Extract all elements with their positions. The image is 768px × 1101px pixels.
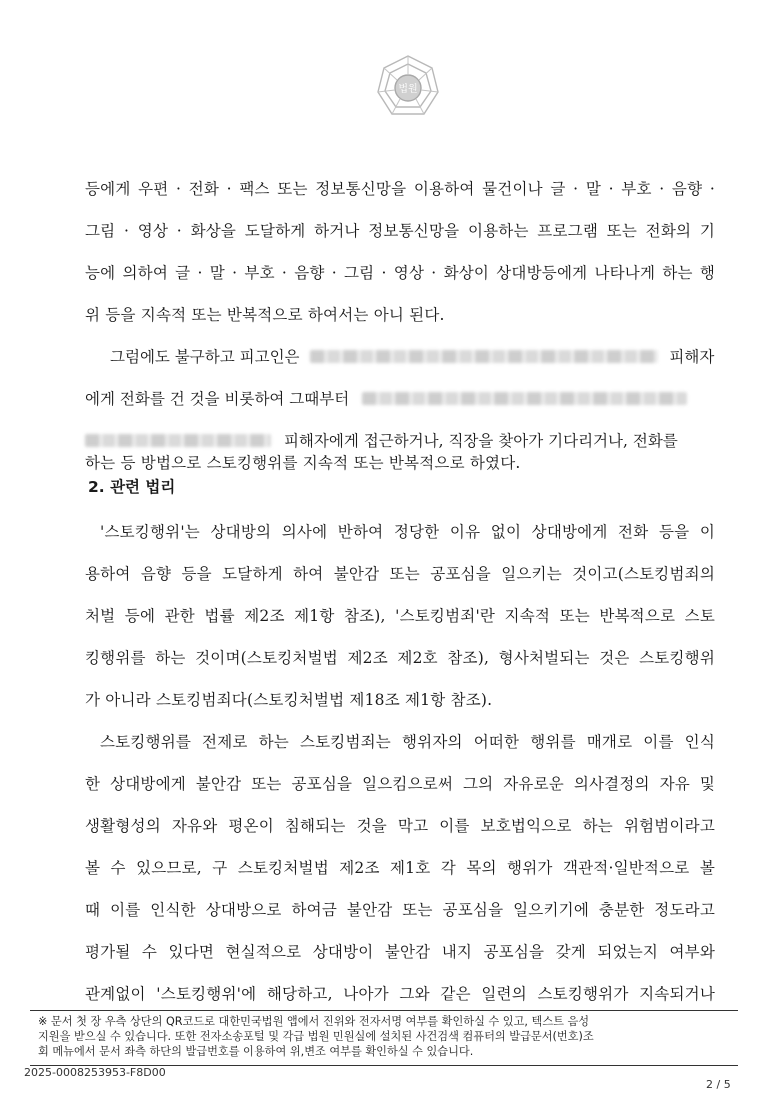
- text-line: 능에 의하여 글 · 말 · 부호 · 음향 · 그림 · 영상 · 화상이 상대방등에게 나타나게 하는 행: [85, 264, 715, 282]
- issue-number: 2025-0008253953-F8D00: [24, 1066, 166, 1079]
- verification-notice: [30, 1010, 738, 1066]
- text-line: 스토킹행위를 전제로 하는 스토킹범죄는 행위자의 어떠한 행위를 매개로 이를 인식: [100, 733, 715, 751]
- text-line: 평가될 수 있다면 현실적으로 상대방이 불안감 내지 공포심을 갖게 되었는지 여부와: [85, 943, 715, 961]
- text-line: 볼 수 있으므로, 구 스토킹처벌법 제2조 제1호 각 목의 행위가 객관적·일반적으로 볼: [85, 859, 715, 877]
- text-line: [110, 346, 714, 368]
- redaction-blur: [85, 434, 271, 447]
- text-line: 용하여 음향 등을 도달하게 하여 불안감 또는 공포심을 일으키는 것이고(스토킹범죄의: [85, 565, 715, 583]
- text-line: 등에게 우편 · 전화 · 팩스 또는 정보통신망을 이용하여 물건이나 글 · 말 · 부호 · 음향 ·: [85, 180, 715, 198]
- text-segment: 에게 전화를 건 것을 비롯하여 그때부터: [85, 390, 350, 408]
- notice-line: 지원을 받으실 수 있습니다. 또한 전자소송포털 및 각급 법원 민원실에 설치된 사건검색 컴퓨터의 발급문서(번호)조: [38, 1030, 594, 1043]
- text-line: 가 아니라 스토킹범죄다(스토킹처벌법 제18조 제1항 참조).: [85, 691, 493, 709]
- notice-line: 회 메뉴에서 문서 좌측 하단의 발급번호를 이용하여 위,변조 여부를 확인하실 수 있습니다.: [38, 1045, 474, 1058]
- text-segment: 피해자: [669, 348, 715, 366]
- text-line: [85, 430, 678, 452]
- text-segment: 그럼에도 불구하고 피고인은: [110, 348, 300, 366]
- text-line: 처벌 등에 관한 법률 제2조 제1항 참조), '스토킹범죄'란 지속적 또는 반복적으로 스토: [85, 607, 715, 625]
- text-line: [85, 388, 687, 410]
- text-line: '스토킹행위'는 상대방의 의사에 반하여 정당한 이유 없이 상대방에게 전화 등을 이: [100, 523, 715, 541]
- notice-line: ※ 문서 첫 장 우측 상단의 QR코드로 대한민국법원 앱에서 진위와 전자서명 여부를 확인하실 수 있고, 텍스트 음성: [38, 1015, 590, 1028]
- text-line: 관계없이 '스토킹행위'에 해당하고, 나아가 그와 같은 일련의 스토킹행위가 지속되거나: [85, 985, 715, 1003]
- page-number: 2 / 5: [706, 1078, 731, 1091]
- text-line: 생활형성의 자유와 평온이 침해되는 것을 막고 이를 보호법익으로 하는 위험범이라고: [85, 817, 715, 835]
- text-segment: 피해자에게 접근하거나, 직장을 찾아가 기다리거나, 전화를: [283, 432, 678, 450]
- text-line: 킹행위를 하는 것이며(스토킹처벌법 제2조 제2호 참조), 형사처벌되는 것은 스토킹행위: [85, 649, 715, 667]
- redaction-blur: [362, 392, 687, 405]
- redaction-blur: [310, 350, 658, 363]
- section-heading: 2. 관련 법리: [88, 478, 176, 496]
- text-line: 하는 등 방법으로 스토킹행위를 지속적 또는 반복적으로 하였다.: [85, 454, 521, 472]
- text-line: 한 상대방에게 불안감 또는 공포심을 일으킴으로써 그의 자유로운 의사결정의 자유 및: [85, 775, 715, 793]
- text-line: 때 이를 인식한 상대방으로 하여금 불안감 또는 공포심을 일으키기에 충분한 정도라고: [85, 901, 715, 919]
- text-line: 그림 · 영상 · 화상을 도달하게 하거나 정보통신망을 이용하는 프로그램 또는 전화의 기: [85, 222, 715, 240]
- court-seal-icon: [372, 52, 444, 124]
- seal-text: 법원: [398, 84, 418, 95]
- text-line: 위 등을 지속적 또는 반복적으로 하여서는 아니 된다.: [85, 306, 445, 324]
